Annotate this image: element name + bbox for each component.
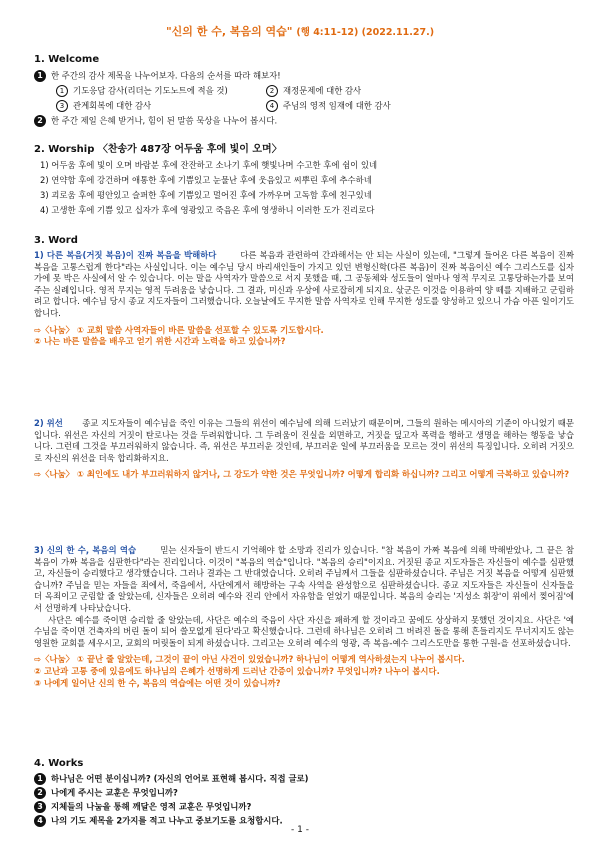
works-item: 2 나에게 주시는 교훈은 무엇입니까? xyxy=(34,787,574,801)
number-bullet-2: 2 xyxy=(34,115,46,127)
section-3-heading: 3) 신의 한 수, 복음의 역습 xyxy=(34,545,137,555)
welcome-line-2: 2 한 주간 제일 은혜 받거나, 힘이 된 말씀 묵상을 나누어 봅시다. xyxy=(34,115,574,130)
circled-number: 1 xyxy=(56,85,68,97)
hymn-verse: 3) 괴로움 후에 평안있고 슬퍼한 후에 기쁨있고 멀어진 후에 가까우며 고독함 후에 친구있네 xyxy=(40,190,372,200)
title-main: "신의 한 수, 복음의 역습" xyxy=(165,25,293,38)
circled-number: 4 xyxy=(266,100,278,112)
welcome-heading: 1. Welcome xyxy=(34,54,100,65)
title-reference: (행 4:11-12) (2022.11.27.) xyxy=(296,27,435,38)
works-item: 3 지체들의 나눔을 통해 깨달은 영적 교훈은 무엇입니까? xyxy=(34,801,574,815)
section-2-body: 종교 지도자들이 예수님을 죽인 이유는 그들의 위선이 예수님에 의해 드러났기 때문이며, 그들의 원하는 메시아의 기준이 아니었기 때문입니다. 위선은 자신의 거짓이 탄로나는 것을 두려워합니다. 그 두려움이 진실을 외면하고, 거짓을 덮고자 폭력을 행하고 생명을 해하는 행동을 낳습니다. 그런데 그것을 부끄러워하지 않습니다. 즉, 위선은 부끄러운 것인데, 부끄러운 일에 부끄러움을 모르는 것이 위선의 특징입니다. 오히려 거짓으로 자신의 위선을 더욱 합리화하지요. xyxy=(34,418,574,463)
welcome-section xyxy=(34,70,574,130)
worship-section xyxy=(34,160,580,220)
word-section-1 xyxy=(34,250,574,348)
welcome-item-row-2: 3 관계회복에 대한 감사 4 주님의 영적 임재에 대한 감사 xyxy=(34,100,574,115)
welcome-line-1: 1 한 주간의 감사 제목을 나누어보자. 다음의 순서를 따라 해보자! xyxy=(34,70,574,85)
number-bullet-1: 1 xyxy=(34,70,46,82)
section-3-body-2: 사단은 예수를 죽이면 승리할 줄 알았는데, 사단은 예수의 죽음이 사단 자신을 패하게 할 것이라고 꿈에도 상상하지 못했던 것이지요. 사단은 '예수님을 죽이면 건축자의 버린 돌이 되어 쓸모없게 된다'라고 확신했습니다. 그런데 하나님은 오히려 그 버려진 돌을 통해 흔들리지도 무너지지도 않는 영원한 교회를 세우시고, 교회의 머릿돌이 되게 하셨습니다. 그리고는 오히려 예수의 영광, 즉 복음-예수 그리스도만을 통한 구원-을 선포하셨습니다. xyxy=(34,614,574,648)
worship-heading: 2. Worship 〈찬송가 487장 어두움 후에 빛이 오며〉 xyxy=(34,144,282,155)
number-bullet: 2 xyxy=(34,787,46,799)
hymn-verse: 1) 어두움 후에 빛이 오며 바람분 후에 잔잔하고 소나기 후에 햇빛나며 수고한 후에 쉼이 있네 xyxy=(40,160,378,170)
works-item: 4 나의 기도 제목을 2가지를 적고 나누고 중보기도를 요청합시다. xyxy=(34,815,574,829)
circled-number: 3 xyxy=(56,100,68,112)
section-3-body-1: 믿는 신자들이 반드시 기억해야 할 소망과 진리가 있습니다. "참 복음이 가짜 복음에 의해 박해받았나, 그 끝은 참 복음이 가짜 복음을 심판한다"라는 진리입니다. 이것이 "복음의 역습"입니다. "복음의 승리"이지요. 거짓된 종교 지도자들은 자신들이 예수를 심판했고, 자신들이 승리했다고 생각했습니다. 그러나 결과는 그 반대였습니다. 오히려 주님께서 그들을 심판하셨습니다. 주님은 거짓 복음을 어떻게 심판했습니까? 주님을 믿는 자들을 죄에서, 죽음에서, 사단에게서 해방하는 구속 사역을 완성함으로 심판하셨습니다. 종교 지도자들은 자신들이 신자들을 더 옥죄이고 군림할 줄 알았는데, 신자들은 오히려 예수와 진리 안에서 자유함을 얻었기 때문입니다. 복음의 승리는 '지성소 휘장'이 위에서 찢어짐'에서 선명하게 나타났습니다. xyxy=(34,545,574,613)
section-3-question-1: ⇨〈나눔〉 ① 끝난 줄 알았는데, 그것이 끝이 아닌 사건이 있었습니까? 하나님이 어떻게 역사하셨는지 나누어 봅시다. xyxy=(34,654,465,665)
word-section-3 xyxy=(34,545,574,689)
hymn-verse: 4) 고생한 후에 기쁨 있고 십자가 후에 영광있고 죽음온 후에 영생하니 이러한 도가 진리로다 xyxy=(40,205,375,215)
number-bullet: 1 xyxy=(34,773,46,785)
number-bullet: 3 xyxy=(34,801,46,813)
page-title xyxy=(0,24,600,39)
section-2-question-1: ⇨〈나눔〉 ① 최인에도 내가 부끄러워하지 않거나, 그 강도가 약한 것은 무엇입니까? 어떻게 합리화 하십니까? 그리고 어떻게 극복하고 있습니까? xyxy=(34,469,570,480)
section-1-question-1: ⇨〈나눔〉 ① 교회 말씀 사역자들이 바른 말씀을 선포할 수 있도록 기도합시다. xyxy=(34,324,324,335)
page-number: - 1 - xyxy=(291,825,309,835)
section-1-heading: 1) 다른 복음(거짓 복음)이 진짜 복음을 박해하다 xyxy=(34,250,217,260)
works-section xyxy=(34,773,574,829)
section-1-question-2: ② 나는 바른 말씀을 배우고 얻기 위한 시간과 노력을 하고 있습니까? xyxy=(34,336,286,347)
works-item: 1 하나님은 어떤 분이십니까? (자신의 언어로 표현해 봅시다. 직접 글로) xyxy=(34,773,574,787)
hymn-verse: 2) 연약함 후에 강건하며 애통한 후에 기쁨있고 눈물난 후에 웃음있고 씨뿌린 후에 추수하네 xyxy=(40,175,372,185)
number-bullet: 4 xyxy=(34,815,46,827)
word-section-2 xyxy=(34,418,574,481)
word-heading: 3. Word xyxy=(34,235,78,246)
section-1-body: 다른 복음과 관련하여 간과해서는 안 되는 사실이 있는데, "그렇게 들어온 다른 복음이 진짜 복음을 고통스럽게 한다"라는 사실입니다. 이는 예수님 당시 바리새인들이 가지고 있던 변형신학(다른 복음)이 진짜 복음이신 예수 그리스도를 십자가에 못 박은 사실에서 알 수 있습니다. 이는 말을 사역자가 말씀으로 서지 못했을 때, 그 공동체와 성도들이 얼마나 영적 무지로 고통당하는가를 보여주는 실례입니다. 영적 무지는 영적 두려움을 낳습니다. 그 결과, 미신과 우상에 사로잡히게 되지요. 삯군은 이것을 이용하여 양 떼를 지배하고 군림하려고 합니다. 예수님 당시 종교 지도자들이 그러했습니다. 오늘날에도 무지한 말씀 사역자로 인해 무지한 성도를 양성하고 있으니 가슴 아픈 일이기도 합니다. xyxy=(34,250,574,318)
section-3-question-3: ③ 나에게 일어난 신의 한 수, 복음의 역습에는 어떤 것이 있습니까? xyxy=(34,677,281,688)
works-heading: 4. Works xyxy=(34,758,84,769)
section-3-question-2: ② 고난과 고통 중에 있음에도 하나님의 은혜가 선명하게 드러난 간증이 있습니까? 무엇입니까? 나누어 봅시다. xyxy=(34,665,440,676)
welcome-item-row-1: 1 기도응답 감사(리더는 기도노트에 적을 것) 2 재정문제에 대한 감사 xyxy=(34,85,574,100)
circled-number: 2 xyxy=(266,85,278,97)
section-2-heading: 2) 위선 xyxy=(34,418,63,428)
